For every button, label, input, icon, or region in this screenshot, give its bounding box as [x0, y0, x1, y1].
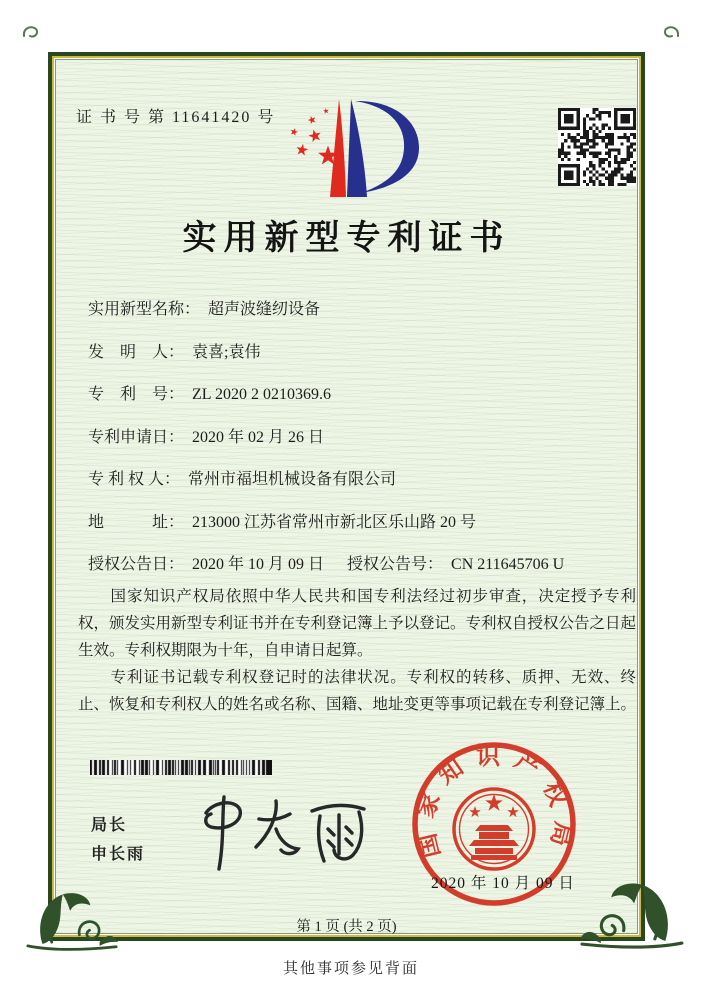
back-side-note: 其他事项参见背面 [282, 961, 419, 977]
qr-code-icon [558, 108, 636, 186]
floral-corner-ornament-bottom-right [580, 876, 684, 954]
paragraph-grant: 国家知识产权局依照中华人民共和国专利法经过初步审查，决定授予专利权，颁发实用新型专利证书并在专利登记簿上予以登记。专利权自授权公告之日起生效。专利权期限为十年，自申请日起算。 [78, 588, 637, 659]
certificate-number: 证 书 号 第 11641420 号 [76, 109, 276, 126]
seal-date: 2020 年 10 月 09 日 [431, 875, 575, 892]
commissioner-title: 局长 [91, 817, 128, 834]
floral-corner-ornament-top-left [22, 24, 40, 40]
handwritten-signature-icon [196, 785, 386, 873]
field-value: CN 211645706 U [451, 556, 565, 573]
floral-corner-ornament-bottom-left [26, 888, 118, 954]
national-emblem-icon [454, 789, 534, 869]
paragraph-register: 专利证书记载专利权登记时的法律状况。专利权的转移、质押、无效、终止、恢复和专利权人的姓名或名称、国籍、地址变更等事项记载在专利登记簿上。 [78, 669, 637, 713]
certificate-title: 实用新型专利证书 [182, 220, 511, 257]
field-value: 2020 年 02 月 26 日 [192, 429, 325, 446]
field-row [88, 466, 396, 489]
field-label: 专 利 权 人： [88, 471, 181, 488]
field-row [88, 339, 260, 362]
field-row [88, 381, 331, 404]
field-value: 213000 江苏省常州市新北区乐山路 20 号 [192, 514, 477, 531]
barcode-icon [90, 760, 272, 775]
field-label: 专 利 号： [88, 386, 185, 403]
field-label: 授权公告号： [347, 556, 444, 573]
field-label: 专利申请日： [88, 429, 185, 446]
floral-corner-ornament-top-right [662, 24, 680, 40]
field-label: 授权公告日： [88, 556, 185, 573]
cnipa-logo-icon [281, 94, 421, 201]
field-row [347, 551, 564, 574]
field-value: 常州市福坦机械设备有限公司 [188, 471, 397, 488]
field-label: 实用新型名称： [88, 301, 201, 318]
field-value: 袁喜;袁伟 [192, 344, 261, 361]
legal-paragraphs [78, 583, 636, 718]
seal-text: 国家知识产权局 [412, 744, 576, 861]
commissioner-name: 申长雨 [91, 846, 146, 863]
field-label: 地 址： [88, 514, 185, 531]
field-value: 2020 年 10 月 09 日 [192, 556, 325, 573]
field-value: ZL 2020 2 0210369.6 [192, 386, 331, 403]
field-label: 发 明 人： [88, 344, 185, 361]
field-row [88, 509, 476, 532]
field-row [88, 551, 324, 574]
field-row [88, 296, 320, 319]
field-value: 超声波缝纫设备 [208, 301, 321, 318]
page-number: 第 1 页 (共 2 页) [296, 919, 397, 935]
field-row [88, 424, 324, 447]
